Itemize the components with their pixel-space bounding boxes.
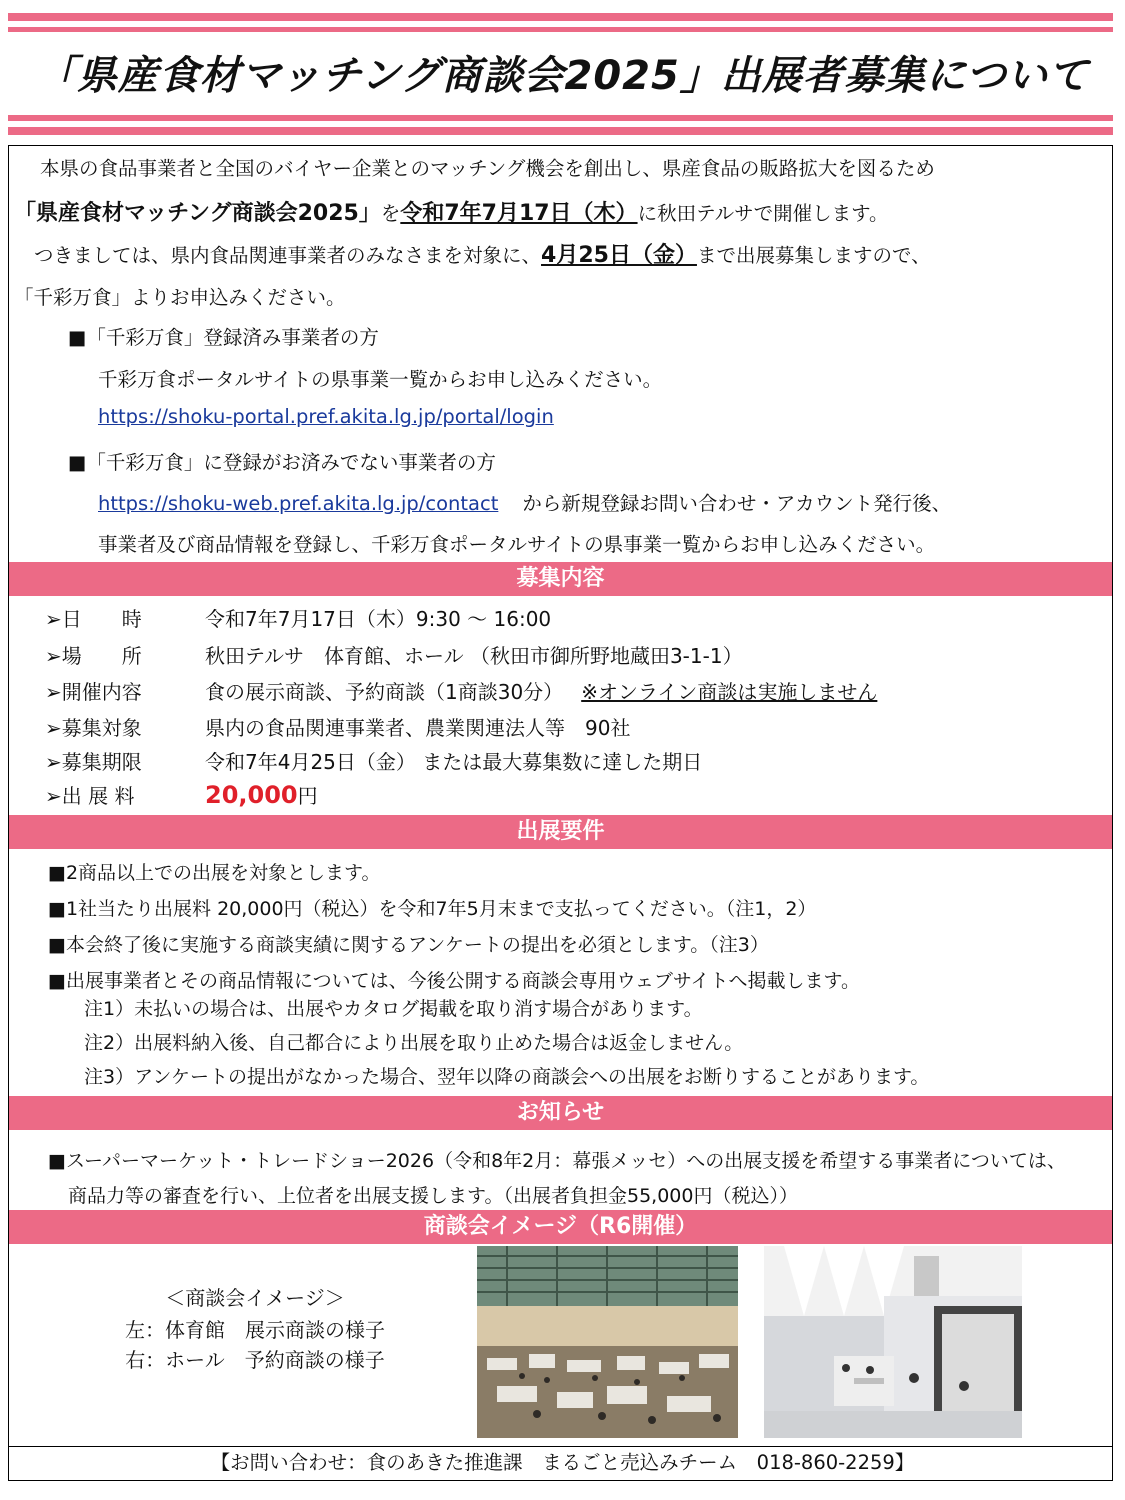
notice-heading: お知らせ (9, 1096, 1112, 1130)
intro-line-4: 「千彩万食」よりお申込みください。 (14, 286, 346, 309)
recruitment-row-label: ➢場 所 (45, 644, 142, 668)
fee-amount: 20,000 (205, 781, 298, 809)
recruitment-row (45, 640, 743, 669)
recruitment-row-label: ➢日 時 (45, 607, 142, 631)
recruitment-row-note: ※オンライン商談は実施しません (581, 680, 878, 704)
recruitment-row-value: 食の展示商談、予約商談（1商談30分） (205, 680, 564, 704)
registered-text: 千彩万食ポータルサイトの県事業一覧からお申し込みください。 (98, 368, 663, 391)
recruitment-row-value: 令和7年4月25日（金） または最大募集数に達した期日 (205, 750, 703, 774)
image-caption-left: 左：体育館 展示商談の様子 (125, 1318, 385, 1342)
requirement-item: ■2商品以上での出展を対象とします。 (48, 862, 381, 884)
event-name: 「県産食材マッチング商談会2025」 (14, 201, 381, 226)
unregistered-url-line (98, 488, 951, 516)
requirement-item: ■1社当たり出展料 20,000円（税込）を令和7年5月末まで支払ってください。（注1，2） (48, 898, 817, 920)
event-venue-text: に秋田テルサで開催します。 (637, 202, 889, 225)
images-heading: 商談会イメージ（R6開催） (9, 1210, 1112, 1244)
top-stripe-1 (8, 13, 1113, 21)
recruitment-row (45, 712, 630, 741)
image-caption-right: 右：ホール 予約商談の様子 (125, 1348, 385, 1372)
contact-link[interactable]: https://shoku-web.pref.akita.lg.jp/contact (98, 492, 499, 515)
intro-line-3-post: まで出展募集しますので、 (696, 244, 931, 267)
recruitment-row-value: 県内の食品関連事業者、農業関連法人等 90社 (205, 716, 631, 740)
fee-unit: 円 (297, 784, 318, 808)
hall-photo (764, 1246, 1022, 1438)
application-deadline: 4月25日（金） (541, 243, 697, 268)
intro-line-3-pre: つきましては、県内食品関連事業者のみなさまを対象に、 (34, 244, 542, 267)
portal-login-link[interactable]: https://shoku-portal.pref.akita.lg.jp/portal/login (98, 405, 554, 428)
requirement-item: ■出展事業者とその商品情報については、今後公開する商談会専用ウェブサイトへ掲載します。 (48, 970, 860, 992)
recruitment-row-label: ➢募集期限 (45, 750, 142, 774)
top-stripe-2 (8, 27, 1113, 32)
recruitment-row (45, 746, 702, 775)
recruitment-row (45, 603, 551, 632)
contact-footer: 【お問い合わせ：食のあきた推進課 まるごと売込みチーム 018-860-2259】 (210, 1451, 915, 1474)
unregistered-text: 事業者及び商品情報を登録し、千彩万食ポータルサイトの県事業一覧からお申し込みください。 (98, 533, 936, 556)
intro-line-3 (34, 238, 931, 269)
gymnasium-photo (477, 1246, 738, 1438)
event-date: 令和7年7月17日（木） (400, 201, 638, 226)
requirements-heading: 出展要件 (9, 815, 1112, 849)
fee-label: ➢出 展 料 (45, 784, 135, 808)
image-caption-title: ＜商談会イメージ＞ (165, 1286, 345, 1310)
fee-row (45, 780, 318, 809)
recruitment-row-value: 令和7年7月17日（木）9:30 ～ 16:00 (205, 607, 552, 631)
intro-line-1: 本県の食品事業者と全国のバイヤー企業とのマッチング機会を創出し、県産食品の販路拡大を図るため (40, 157, 935, 180)
intro-line-2 (14, 196, 889, 227)
unregistered-heading: ■「千彩万食」に登録がお済みでない事業者の方 (68, 451, 496, 474)
unregistered-after-url: から新規登録お問い合わせ・アカウント発行後、 (522, 492, 952, 515)
recruitment-row-label: ➢募集対象 (45, 716, 142, 740)
notice-line-2: 商品力等の審査を行い、上位者を出展支援します。（出展者負担金55,000円（税込）） (68, 1185, 798, 1207)
requirement-item: ■本会終了後に実施する商談実績に関するアンケートの提出を必須とします。（注3） (48, 934, 769, 956)
bottom-stripe-2 (8, 127, 1113, 135)
requirement-note: 注3）アンケートの提出がなかった場合、翌年以降の商談会への出展をお断りすることがあります。 (84, 1066, 930, 1088)
recruitment-row (45, 676, 877, 705)
recruitment-row-value: 秋田テルサ 体育館、ホール （秋田市御所野地蔵田3-1-1） (205, 644, 743, 668)
notice-line-1: ■スーパーマーケット・トレードショー2026（令和8年2月：幕張メッセ）への出展支援を希望する事業者については、 (48, 1150, 1066, 1172)
recruitment-heading: 募集内容 (9, 562, 1112, 596)
page-title: 「県産食材マッチング商談会2025」出展者募集について (35, 53, 1090, 99)
registered-heading: ■「千彩万食」登録済み事業者の方 (68, 326, 379, 349)
requirement-note: 注2）出展料納入後、自己都合により出展を取り止めた場合は返金しません。 (84, 1032, 744, 1054)
requirement-note: 注1）未払いの場合は、出展やカタログ掲載を取り消す場合があります。 (84, 998, 703, 1020)
bottom-stripe-1 (8, 115, 1113, 121)
recruitment-row-label: ➢開催内容 (45, 680, 142, 704)
intro-particle: を (380, 202, 401, 225)
